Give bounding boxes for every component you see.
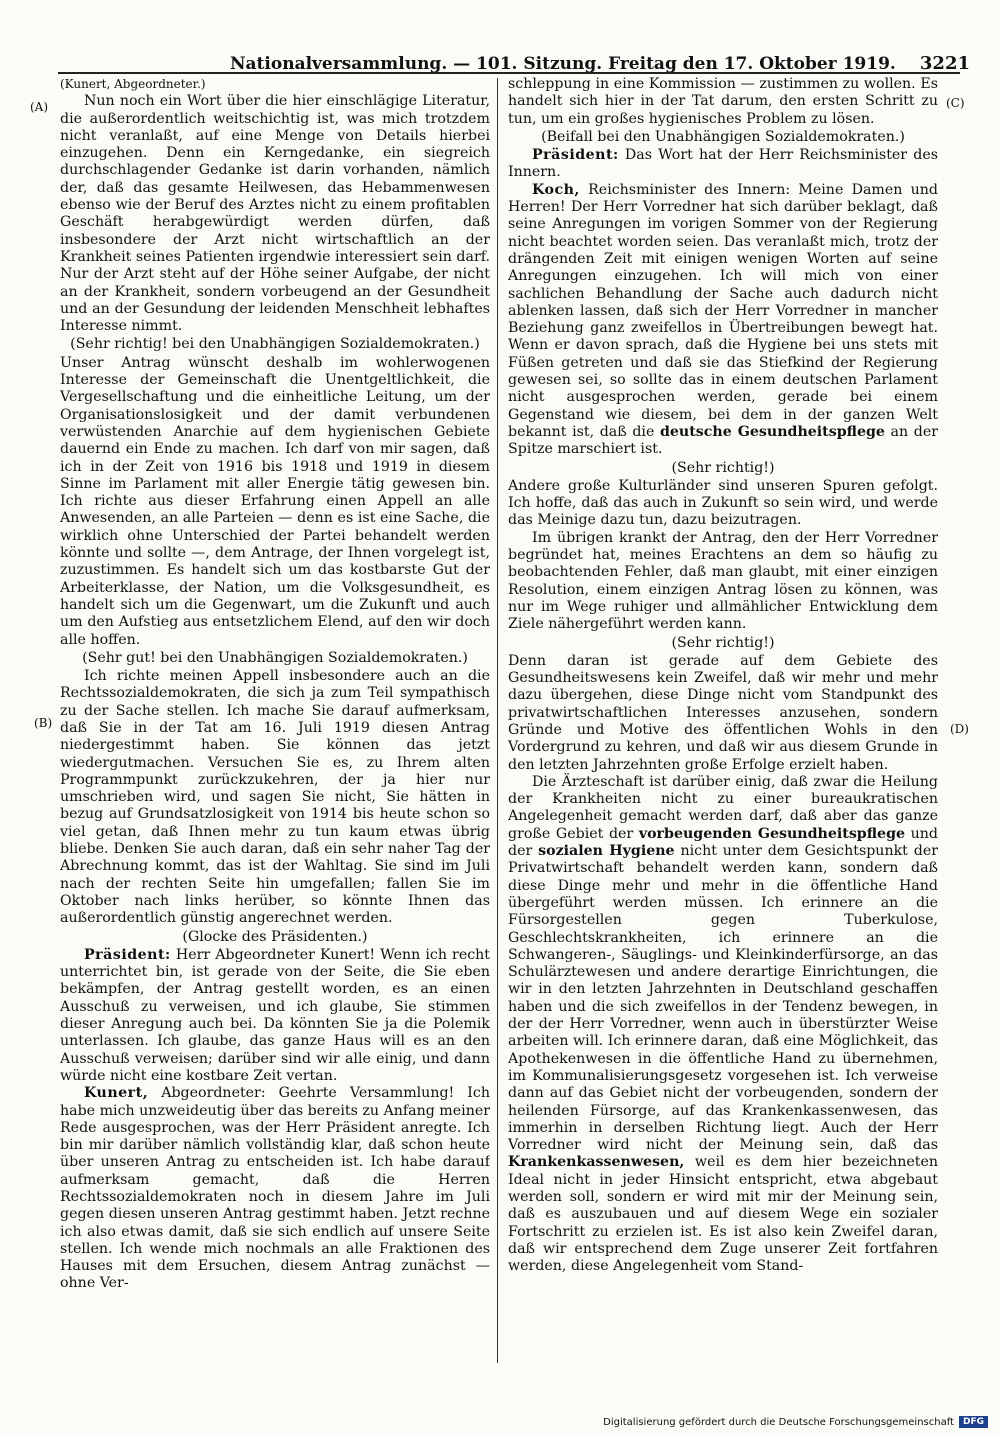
emphasis: deutsche Gesundheitspflege (659, 423, 885, 440)
dfg-logo: DFG (959, 1416, 988, 1428)
speech-text: Abgeordneter: Geehrte Versammlung! Ich habe mich unzweideutig über das bereits zu Anfang meiner Rede ausgesprochen, was der Herr Präsident anregte. Ich bin mir darüber nämlich vollständig klar, daß schon heute über unseren Antrag zu entscheiden ist. Ich habe darauf aufmerksam gemacht, daß die Herren Rechtssozialdemokraten noch in diesem Jahre im Juli gegen diesen unseren Antrag gestimmt haben. Jetzt rechne ich also etwas damit, daß sie sich endlich auf unsere Seite stellen. Ich wende mich nochmals an alle Fraktionen des Hauses mit dem Ersuchen, diesem Antrag zunächst — ohne Ver- (60, 1085, 490, 1292)
speech-text: Das Wort hat der Herr Reichsminister des Innern. (508, 147, 938, 181)
emphasis: sozialen Hygiene (538, 843, 675, 860)
margin-marker-b: (B) (34, 716, 53, 730)
text-run: nicht unter dem Gesichtspunkt der Privatwirtschaft behandelt werden kann, sondern daß diese Dinge mehr und mehr in die öffentliche Hand übergeführt werden müssen. Ich erinnere an die Fürsorgestellen gegen Tuberkulose, Geschlechtskrankheiten, ich erinnere an die Schwangeren-, Säuglings- und Kleinkinderfürsorge, an das Schulärztewesen und andere derartige Einrichtungen, die wir in den letzten Jahrzehnten in Deutschland geschaffen haben und die sich zweifellos in der Tendenz bewegen, in der der Herr Vorredner, wenn auch in überstürzter Weise arbeiten will. Ich erinnere daran, daß eine Möglichkeit, das Apothekenwesen in die öffentliche Hand zu übernehmen, im Kommunalisierungsgesetz vorgesehen ist. Ich verweise dann auf das Gebiet nicht der vorbeugenden, sondern der heilenden Fürsorge, auf das Krankenkassenwesen, das immerhin in derselben Richtung liegt. Auch der Herr Vorredner wird nicht der Meinung sein, daß das (508, 843, 938, 1154)
page-header (30, 44, 970, 74)
paragraph: Im übrigen krankt der Antrag, den der Herr Vorredner begründet hat, meines Erachtens an dem so häufig zu beobachtenden Fehler, daß man glaubt, mit einer einzigen Resolution, einem einzigen Antrag lösen zu können, was nur im Wege ruhiger und allmählicher Entwicklung dem Ziele nähergeführt werden kann. (508, 529, 938, 633)
paragraph: Ich richte meinen Appell insbesondere auch an die Rechtssozialdemokraten, die sich ja zum Teil sympathisch zu der Sache stellen. Ich mache Sie darauf aufmerksam, daß Sie in der Tat am 16. Juli 1919 diesen Antrag niedergestimmt haben. Sie können das jetzt wiedergutmachen. Versuchen Sie es, zu Ihrem alten Programmpunkt zurückzukehren, der ja hier nur umschrieben wird, und sagen Sie nicht, Sie hätten in bezug auf Grundsatzlosigkeit von 1914 bis heute schon so viel getan, daß Ihnen mehr zu tun kaum etwas übrig bliebe. Denken Sie auch daran, daß ein sehr naher Tag der Abrechnung kommt, das ist der Wahltag. Sie sind im Juli nach der rechten Seite hin umgefallen; fallen Sie im Oktober nach links herüber, so könnte Ihnen das außerordentlich günstig angerechnet werden. (60, 668, 490, 927)
speaker-name: Präsident: (532, 147, 619, 164)
text-run: und der (508, 825, 938, 860)
left-column (60, 76, 490, 1366)
interjection: (Glocke des Präsidenten.) (182, 928, 368, 945)
footer-text: Digitalisierung gefördert durch die Deutsche Forschungsgemeinschaft (603, 1416, 954, 1428)
margin-marker-c: (C) (946, 96, 965, 110)
paragraph: Andere große Kulturländer sind unseren Spuren gefolgt. Ich hoffe, daß das auch in Zukunft so sein wird, und werde das Meinige dazu tun, dazu beizutragen. (508, 477, 938, 529)
paragraph: schleppung in eine Kommission — zustimmen zu wollen. Es handelt sich hier in der Tat darum, den ersten Schritt zu tun, um ein großes hygienisches Problem zu lösen. (508, 76, 938, 127)
paragraph: Unser Antrag wünscht deshalb im wohlerwogenen Interesse der Gemeinschaft die Unentgeltlichkeit, die Vergesellschaftung und die einheitliche Leitung, um der Organisationslosigkeit und der damit verbundenen verwüstenden Anarchie auf dem hygienischen Gebiete dauernd ein Ende zu machen. Ich darf von mir sagen, daß ich in der Zeit von 1916 bis 1918 und 1919 in diesem Sinne im Parlament mit aller Energie tätig gewesen bin. Ich richte aus dieser Erfahrung einen Appell an alle Anwesenden, an alle Parteien — denn es ist eine Sache, die wirklich ohne Unterschied der Partei behandelt werden könnte und sollte —, dem Antrage, der Ihnen vorgelegt ist, zuzustimmen. Es handelt sich um das kostbarste Gut der Arbeiterklasse, der Nation, um die Volksgesundheit, es handelt sich um die Gegenwart, um die Zukunft und auch um den Aufstieg aus entsetzlichem Elend, auf den wir doch alle hoffen. (60, 354, 490, 648)
speech-koch (508, 182, 938, 459)
speech-president (508, 147, 938, 182)
speaker-name: Koch, (532, 181, 580, 198)
footer (603, 1416, 988, 1428)
text-run: Die Ärzteschaft ist darüber einig, daß zwar die Heilung der Krankheiten nicht zu einer bureaukratischen Angelegenheit gemacht werden darf, daß aber das ganze große Gebiet der (508, 773, 938, 842)
speech-text: Reichsminister des Innern: Meine Damen und Herren! Der Herr Vorredner hat sich darüber beklagt, daß seine Anregungen im vorigen Sommer von der Regierung nicht beachtet worden seien. Das veranlaßt mich, trotz der drängenden Zeit mit einigen wenigen Worten auf seine Anregungen einzugehen. Ich will mich von einer sachlichen Behandlung der Sache auch dadurch nicht ablenken lassen, daß sich der Herr Vorredner in mancher Beziehung ganz zweifellos in Übertreibungen bewegt hat. Wenn er davon sprach, daß die Hygiene bei uns stets mit Füßen getreten und daß sie das Stiefkind der Regierung gewesen sei, so sollte das in einem deutschen Parlament nicht ausgesprochen werden, gerade bei einem Gegenstand wie diesem, bei dem in der ganzen Welt bekannt ist, daß die (508, 181, 938, 440)
interjection: (Sehr richtig! bei den Unabhängigen Sozialdemokraten.) (70, 336, 480, 353)
interjection: (Sehr richtig!) (671, 634, 775, 651)
header-rule (58, 72, 960, 74)
page-number: 3221 (919, 53, 970, 74)
interjection: (Beifall bei den Unabhängigen Sozialdemokraten.) (541, 128, 905, 145)
speaker-name: Präsident: (84, 946, 171, 963)
text-run: weil es dem hier bezeichneten Ideal nicht in jeder Hinsicht entspricht, etwa abgebaut werden soll, sondern er wird mit mir der Meinung sein, daß es auszubauen und auf diesem Wege ein sozialer Fortschritt zu erzielen ist. Es ist also kein Zweifel daran, daß wir entsprechend dem Zuge unserer Zeit fortfahren werden, diese Angelegenheit vom Stand- (508, 1154, 938, 1275)
column-divider (497, 78, 498, 1363)
right-column (508, 76, 938, 1366)
speaker-continued: (Kunert, Abgeordneter.) (60, 77, 206, 91)
emphasis: Krankenkassenwesen, (508, 1154, 685, 1171)
speech-text: Herr Abgeordneter Kunert! Wenn ich recht unterrichtet bin, ist gerade von der Seite, die Sie eben bekämpfen, der Antrag gestellt worden, es an einen Ausschuß zu verweisen, und ich glaube, Sie stimmen dieser Anregung auch bei. Da könnten Sie ja die Polemik unterlassen. Ich glaube, das ganze Haus will es an den Ausschuß verweisen; darüber sind wir alle einig, und dann würde nicht eine kostbare Zeit vertan. (60, 946, 490, 1084)
paragraph (508, 774, 938, 1276)
emphasis: vorbeugenden Gesundheitspflege (638, 825, 906, 842)
interjection: (Sehr gut! bei den Unabhängigen Sozialdemokraten.) (82, 649, 468, 666)
margin-marker-d: (D) (950, 722, 969, 736)
interjection: (Sehr richtig!) (671, 459, 775, 476)
paragraph: Nun noch ein Wort über die hier einschlägige Literatur, die außerordentlich weitschichtig ist, was mich trotzdem nicht veranlaßt, auf eine Menge von Details hierbei einzugehen. Denn ein Kerngedanke, ein siegreich durchschlagender Gedanke ist darin vorhanden, nämlich der, daß das gesamte Heilwesen, das Hebammenwesen ebenso wie der Beruf des Arztes nicht zu einem profitablen Geschäft herabgewürdigt werden dürfen, daß insbesondere der Arzt nicht wirtschaftlich an der Krankheit seines Patienten irgendwie interessiert sein darf. Nur der Arzt steht auf der Höhe seiner Aufgabe, der nicht an der Krankheit, sondern vorbeugend an der Gesundheit und an der Gesundung der leidenden Menschheit lebhaftes Interesse nimmt. (60, 93, 490, 335)
speech-text: an der Spitze marschiert ist. (508, 423, 938, 458)
speaker-name: Kunert, (84, 1085, 149, 1102)
page-title: Nationalversammlung. — 101. Sitzung. Freitag den 17. Oktober 1919. (230, 54, 896, 74)
margin-marker-a: (A) (30, 100, 49, 114)
speech-kunert (60, 1085, 490, 1293)
paragraph: Denn daran ist gerade auf dem Gebiete des Gesundheitswesens kein Zweifel, daß wir mehr und mehr dazu übergehen, diese Dinge nicht vom Standpunkt des privatwirtschaftlichen Interesses anzusehen, sondern Gründe und Motive des öffentlichen Wohls in den Vordergrund zu kehren, und daß wir aus diesem Grunde in den letzten Jahrzehnten große Erfolge erzielt haben. (508, 652, 938, 773)
speech-president (60, 947, 490, 1085)
